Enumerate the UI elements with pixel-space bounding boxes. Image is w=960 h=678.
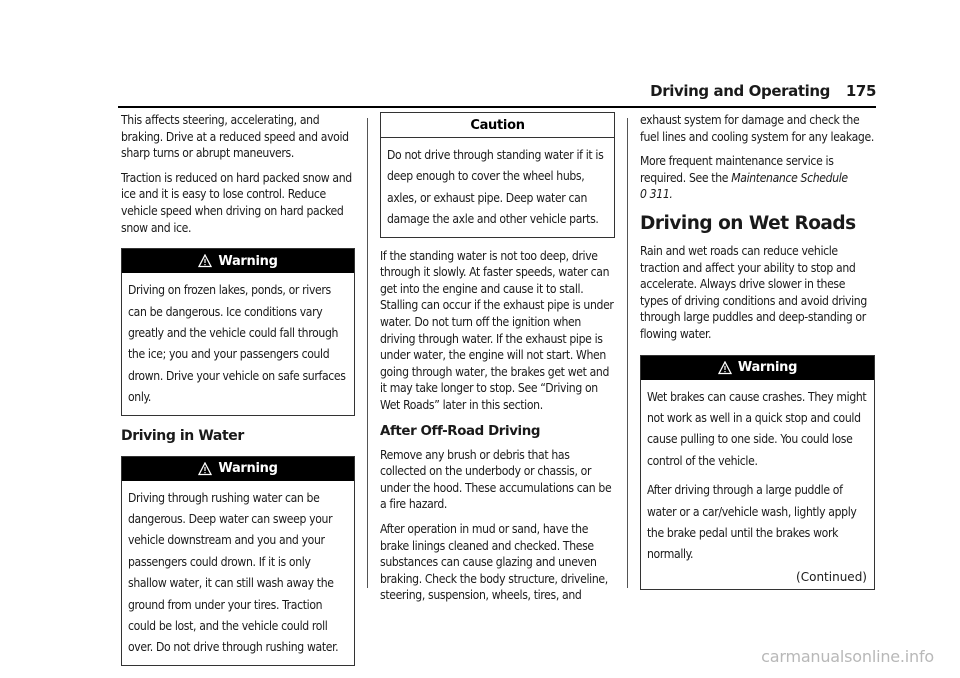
caution-header [381, 113, 614, 138]
warning-box [121, 456, 355, 666]
warning-icon [198, 254, 212, 268]
paragraph-text: More frequent maintenance service is required. See the [640, 154, 834, 185]
column-divider [627, 118, 628, 588]
cross-reference-link[interactable]: Maintenance Schedule [731, 170, 848, 185]
warning-header [122, 457, 354, 481]
watermark-logo: carmanualsonline.info [761, 647, 934, 666]
warning-box [121, 248, 355, 415]
paragraph: After operation in mud or sand, have the brake linings cleaned and checked. These substances can cause glazing and uneven braking. Check the body structure, driveline, steering, suspension, wheels, tires, and [380, 521, 608, 603]
warning-title: Warning [218, 253, 278, 269]
paragraph: If the standing water is not too deep, drive through it slowly. At faster speeds, water can get into the engine and cause it to stall. Stalling can occur if the exhaust pipe is under water. Do not turn off the ignition when driving through water. If the exhaust pipe is under water, the engine will not start. When going through water, the brakes get wet and it may take longer to stop. See “Driving on Wet Roads” later in this section. [380, 248, 614, 412]
warning-title: Warning [737, 360, 798, 376]
warning-title: Warning [218, 461, 278, 477]
warning-text: Driving through rushing water can be dangerous. Deep water can sweep your vehicle downstream and you and your passengers could drown. If it is only shallow water, it can still wash away the ground from under your tires. Traction could be lost, and the vehicle could roll over. Do not drive through rushing water. [128, 490, 339, 655]
warning-icon [198, 462, 212, 476]
paragraph: This affects steering, accelerating, and braking. Drive at a reduced speed and avoid sharp turns or abrupt maneuvers. [121, 113, 349, 161]
caution-text: Do not drive through standing water if it is deep enough to cover the wheel hubs, axles, or exhaust pipe. Deep water can damage the axle and other vehicle parts. [387, 148, 604, 227]
paragraph: exhaust system for damage and check the fuel lines and cooling system for any leakage. [640, 113, 874, 144]
section-heading: After Off-Road Driving [380, 423, 541, 439]
column-divider [367, 118, 368, 588]
continued-label: (Continued) [796, 569, 867, 584]
section-heading: Driving in Water [121, 427, 244, 444]
column-3 [640, 112, 875, 600]
section-title: Driving and Operating [650, 82, 830, 100]
section-heading: Driving on Wet Roads [640, 212, 856, 234]
warning-text: Wet brakes can cause crashes. They might not work as well in a quick stop and could cause pulling to one side. You could lose control of the vehicle. [647, 389, 867, 468]
warning-text: After driving through a large puddle of water or a car/vehicle wash, lightly apply the brake pedal until the brakes work normally. [647, 483, 857, 562]
warning-header [122, 249, 354, 273]
page-number: 175 [845, 82, 876, 100]
caution-title: Caution [470, 117, 525, 133]
column-1 [121, 112, 355, 676]
paragraph: Remove any brush or debris that has collected on the underbody or chassis, or under the hood. These accumulations can be a fire hazard. [380, 447, 612, 512]
warning-text: Driving on frozen lakes, ponds, or rivers can be dangerous. Ice conditions vary greatly and the vehicle could fall through the ice; you and your passengers could drown. Drive your vehicle on safe surfaces only. [128, 283, 346, 405]
caution-box [380, 112, 615, 238]
paragraph: Rain and wet roads can reduce vehicle traction and affect your ability to stop and accelerate. Always drive slower in these types of driving conditions and avoid driving through large puddles and deep-standing or flowing water. [640, 243, 867, 341]
column-2 [380, 112, 615, 612]
header-rule [118, 106, 876, 108]
warning-box [640, 355, 875, 590]
paragraph [640, 153, 875, 203]
warning-icon [718, 361, 732, 375]
page-header [0, 82, 960, 108]
warning-header [641, 356, 874, 380]
page-reference[interactable]: 0 311. [640, 187, 673, 202]
paragraph: Traction is reduced on hard packed snow and ice and it is easy to lose control. Reduce vehicle speed when driving on hard packed snow and ice. [121, 170, 352, 235]
